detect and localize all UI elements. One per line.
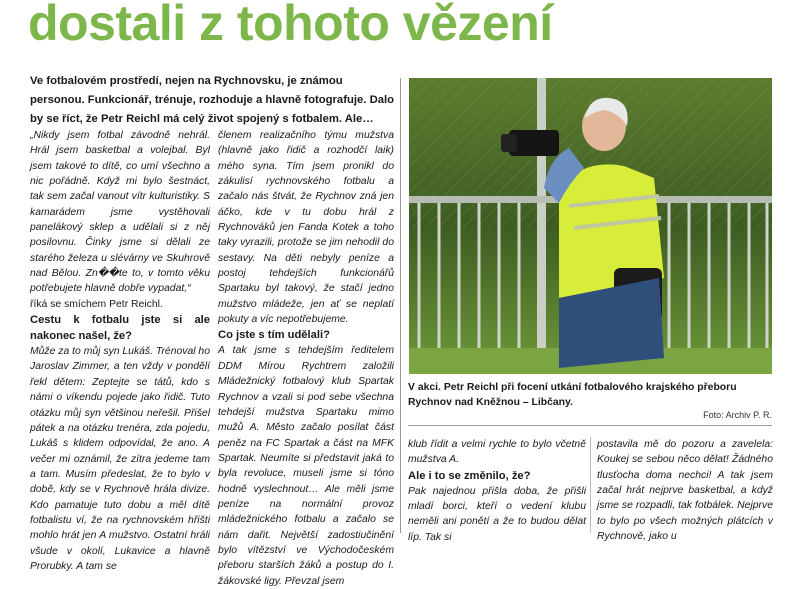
article-paragraph: členem realizačního týmu mužstva (hlavně jako řidič a rozhodčí laik) mého syna. Tím jsem pronikl do zákulisí rychnovského fotbalu a začalo nás štvát, že Rychnov zná jen áčko, kde v tu dobu hrál z Rychnováků jen Fanda Kotek a toho taky vyrazili, protože se jim nehodil do sestavy. Na děti nebyly peníze a postoj tehdejších funkcionářů Spartaku byl takový, že stačí jedno mužstvo mládeže, jen ať se neplatí pokuty a víc nepotřebujeme. (218, 130, 394, 326)
interview-question: Co jste s tím udělali? (218, 329, 330, 342)
article-paragraph: klub řídit a velmi rychle to bylo včetně mužstva A. (408, 439, 586, 466)
interview-question: Ale i to se změnilo, že? (408, 469, 531, 482)
article-column-1 (30, 128, 210, 572)
photo-credit: Foto: Archiv P. R. (703, 410, 772, 420)
article-column-4 (597, 437, 773, 543)
column-rule-lower (590, 437, 591, 533)
article-paragraph: Může za to můj syn Lukáš. Trénoval ho Jaroslav Zimmer, a ten vždy v pondělí řekl dětem: Zeptejte se tátů, kdo s námi o víkendu pojede jako řidič. Tuto otázku můj syn většinou neřešil. Přišel pátek a na otázku trenéra, zda pojedu, Lukáš s klidem odpovídal, že ano. A večer mi oznámil, že zítra jedeme tam a tam. Musím předeslat, že to bylo v době, kdy se v Rychnově hrála divize. Kdo pamatuje tuto dobu a měl dítě fotbalistu ví, že na rychnovském hřišti mohlo hrát jen A mužstvo. Ostatní hráli všude v okolí, Lukavice a hlavně Prorubky. A tam se (30, 346, 210, 572)
article-paragraph: „Nikdy jsem fotbal závodně nehrál. Hrál jsem basketbal a volejbal. Byl jsem takové to dítě, co umí všechno a nic pořádně. Když mi bylo šestnáct, tak sem začal vanout vítr kulturistiky. S kamarádem jsme vystěhovali panelákový sklep a udělali si z něj posilovnu. Činky jsme si dělali ze starého železa u slévárny ve Skuhrově nad Bělou. Zn��te to, v tomto věku potřebujete hlavně dobře vypadat,“ (30, 130, 210, 295)
article-paragraph: postavila mě do pozoru a zavelela: Koukej se sebou něco dělat! Žádného tlusťocha doma nechci! A tak jsem začal hrát nejprve basketbal, a když jsme se rozpadli, tak fotbálek. Nejprve to bylo po všech možných plátcích v Rychnově, jako u (597, 439, 773, 543)
section-divider (408, 425, 772, 426)
column-rule (400, 78, 401, 533)
article-column-3 (408, 437, 586, 543)
interview-question: Cestu k fotbalu jste si ale nakonec našel, že? (30, 314, 210, 343)
article-photo (409, 78, 772, 374)
lead-paragraph: Ve fotbalovém prostředí, nejen na Rychnovsku, je známou personou. Funkcionář, trénuje, rozhoduje a hlavně fotografuje. Dalo by se říct, že Petr Reichl má celý život spojený s fotbalem. Ale… (30, 75, 395, 125)
photo-caption: V akci. Petr Reichl při focení utkání fotbalového krajského přeboru Rychnov nad Kněžnou – Libčany. (408, 382, 737, 408)
article-column-2 (218, 128, 394, 587)
photographer-illustration (409, 78, 772, 374)
article-paragraph: říká se smíchem Petr Reichl. (30, 298, 163, 310)
headline: dostali z tohoto vězení (28, 0, 553, 51)
fence-pole (537, 78, 546, 374)
article-paragraph: A tak jsme s tehdejším ředitelem DDM Mírou Rychtrem založili Mládežnický fotbalový klub Spartak Rychnov a vzali si pod sebe všechna tehdejší mužstva Spartaku mimo mužů A. Město začalo posílat část peněz na FC Spartak a část na MFK Spartak. Neumíte si představit jaká to byla revoluce, museli jsme si tóno hodně vyslechnout… Ale měli jsme peníze na normální provoz mládežnického fotbalu a začalo se nám dařit. Největší zadostiučinění bylo vítězství ve Východočeském přeboru starších žáků a postup do I. žákovské ligy. Převzal jsem (218, 345, 394, 587)
article-paragraph: Pak najednou přišla doba, že přišli mladí borci, kteří o vedení klubu neměli ani ponětí a že to budou dělat líp. Tak si (408, 485, 586, 543)
